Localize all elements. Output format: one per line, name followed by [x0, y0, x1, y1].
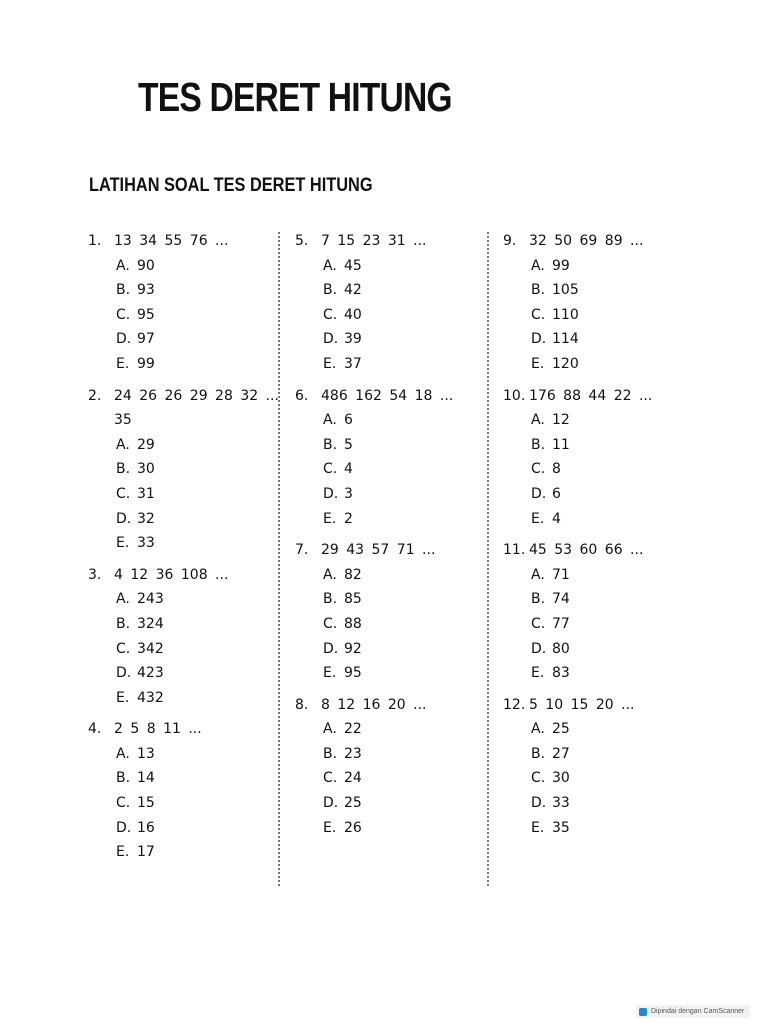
option-value: 35 — [552, 819, 570, 836]
option-letter: B. — [323, 436, 338, 453]
answer-option — [88, 507, 268, 532]
answer-option — [295, 303, 475, 328]
answer-option — [88, 742, 268, 767]
option-value: 2 — [344, 510, 353, 527]
answer-option — [503, 352, 683, 377]
option-value: 105 — [552, 282, 579, 299]
answer-option — [503, 742, 683, 767]
option-letter: B. — [323, 282, 338, 299]
answer-option — [295, 766, 475, 791]
answer-option — [88, 457, 268, 482]
question-line — [88, 384, 279, 409]
option-value: 25 — [344, 795, 362, 812]
option-value: 83 — [552, 665, 570, 682]
question-item — [295, 229, 475, 377]
option-letter: B. — [116, 615, 131, 632]
question-sequence: 4 12 36 108 ... — [114, 566, 229, 583]
answer-option — [88, 303, 268, 328]
question-line — [88, 717, 268, 742]
answer-option — [295, 742, 475, 767]
answer-option — [295, 717, 475, 742]
option-value: 82 — [344, 566, 362, 583]
option-letter: E. — [323, 510, 337, 527]
answer-option — [503, 254, 683, 279]
answer-option — [295, 637, 475, 662]
option-value: 80 — [552, 640, 570, 657]
question-sequence: 45 53 60 66 ... — [529, 542, 644, 559]
question-line — [88, 229, 268, 254]
option-value: 40 — [344, 306, 362, 323]
option-letter: C. — [323, 615, 338, 632]
option-value: 6 — [344, 412, 353, 429]
option-letter: C. — [531, 770, 546, 787]
answer-option — [503, 563, 683, 588]
question-sequence-continued: 35 — [114, 412, 132, 429]
question-number: 12. — [503, 696, 526, 713]
option-letter: D. — [323, 485, 339, 502]
option-value: 423 — [137, 665, 164, 682]
option-letter: E. — [531, 355, 545, 372]
option-letter: C. — [116, 795, 131, 812]
answer-option — [503, 327, 683, 352]
answer-option — [503, 661, 683, 686]
question-number: 5. — [295, 233, 309, 249]
option-letter: B. — [531, 282, 546, 299]
option-letter: B. — [323, 591, 338, 608]
option-value: 110 — [552, 306, 579, 323]
option-value: 90 — [137, 257, 155, 274]
option-value: 16 — [137, 819, 155, 836]
scanner-watermark — [636, 1005, 750, 1018]
question-sequence: 24 26 26 29 28 32 ... — [114, 387, 279, 404]
option-letter: E. — [531, 665, 545, 682]
question-sequence: 176 88 44 22 ... — [529, 387, 653, 404]
question-number: 10. — [503, 387, 526, 404]
answer-option — [88, 531, 268, 556]
option-value: 23 — [344, 745, 362, 762]
answer-option — [503, 457, 683, 482]
option-value: 14 — [137, 770, 155, 787]
option-value: 33 — [137, 535, 155, 552]
question-sequence: 7 15 23 31 ... — [321, 233, 427, 249]
answer-option — [503, 507, 683, 532]
option-letter: B. — [116, 282, 131, 299]
option-letter: E. — [323, 355, 337, 372]
answer-option — [295, 791, 475, 816]
option-value: 39 — [344, 331, 362, 348]
question-item — [88, 384, 279, 556]
question-line — [503, 384, 683, 409]
option-letter: A. — [531, 566, 545, 583]
question-sequence: 486 162 54 18 ... — [321, 387, 454, 404]
question-sequence: 2 5 8 11 ... — [114, 721, 202, 738]
question-column-3 — [503, 229, 683, 847]
option-value: 12 — [552, 412, 570, 429]
option-letter: D. — [116, 819, 132, 836]
option-value: 95 — [344, 665, 362, 682]
option-letter: B. — [531, 591, 546, 608]
question-line — [503, 693, 683, 718]
answer-option — [295, 816, 475, 841]
option-value: 93 — [137, 282, 155, 299]
option-value: 77 — [552, 615, 570, 632]
option-value: 99 — [137, 355, 155, 372]
option-letter: C. — [323, 306, 338, 323]
option-letter: D. — [116, 510, 132, 527]
option-letter: A. — [116, 591, 130, 608]
option-value: 120 — [552, 355, 579, 372]
question-item — [88, 563, 268, 711]
option-letter: A. — [531, 257, 545, 274]
option-letter: D. — [323, 795, 339, 812]
answer-option — [295, 352, 475, 377]
option-letter: A. — [116, 257, 130, 274]
answer-option — [295, 408, 475, 433]
option-letter: A. — [323, 721, 337, 738]
option-value: 30 — [137, 461, 155, 478]
answer-option — [503, 587, 683, 612]
option-value: 27 — [552, 745, 570, 762]
answer-option — [88, 612, 268, 637]
option-value: 42 — [344, 282, 362, 299]
option-value: 8 — [552, 461, 561, 478]
option-value: 45 — [344, 257, 362, 274]
question-sequence: 5 10 15 20 ... — [529, 696, 635, 713]
option-letter: C. — [323, 461, 338, 478]
option-letter: B. — [116, 461, 131, 478]
answer-option — [88, 661, 268, 686]
option-letter: E. — [116, 535, 130, 552]
option-letter: C. — [323, 770, 338, 787]
option-value: 95 — [137, 306, 155, 323]
option-value: 15 — [137, 795, 155, 812]
option-letter: A. — [531, 412, 545, 429]
question-line — [88, 563, 268, 588]
watermark-text: Dipindai dengan CamScanner — [651, 1008, 745, 1015]
answer-option — [503, 303, 683, 328]
option-letter: E. — [323, 665, 337, 682]
answer-option — [88, 254, 268, 279]
question-number: 6. — [295, 387, 309, 404]
answer-option — [88, 840, 268, 865]
answer-option — [88, 637, 268, 662]
answer-option — [295, 507, 475, 532]
question-item — [503, 229, 683, 377]
option-letter: C. — [531, 461, 546, 478]
option-letter: C. — [116, 485, 131, 502]
question-item — [88, 717, 268, 865]
answer-option — [88, 278, 268, 303]
answer-option — [295, 433, 475, 458]
column-divider — [487, 232, 489, 886]
option-value: 99 — [552, 257, 570, 274]
option-value: 3 — [344, 485, 353, 502]
option-value: 243 — [137, 591, 164, 608]
option-letter: E. — [116, 689, 130, 706]
answer-option — [503, 791, 683, 816]
answer-option — [295, 457, 475, 482]
answer-option — [295, 587, 475, 612]
answer-option — [295, 327, 475, 352]
option-value: 13 — [137, 745, 155, 762]
answer-option — [88, 352, 268, 377]
answer-option — [88, 791, 268, 816]
answer-option — [88, 587, 268, 612]
question-line — [503, 538, 683, 563]
option-letter: E. — [531, 510, 545, 527]
column-divider — [278, 232, 280, 886]
page-subtitle: LATIHAN SOAL TES DERET HITUNG — [89, 175, 373, 196]
option-letter: D. — [531, 485, 547, 502]
answer-option — [503, 482, 683, 507]
question-item — [503, 693, 683, 841]
camscanner-icon — [639, 1008, 647, 1016]
option-letter: A. — [531, 721, 545, 738]
option-letter: D. — [116, 665, 132, 682]
page-title: TES DERET HITUNG — [138, 74, 452, 120]
question-sequence: 8 12 16 20 ... — [321, 696, 427, 713]
answer-option — [88, 686, 268, 711]
option-letter: D. — [323, 640, 339, 657]
option-value: 114 — [552, 331, 579, 348]
option-value: 11 — [552, 436, 570, 453]
question-item — [295, 384, 475, 532]
answer-option — [503, 816, 683, 841]
option-value: 5 — [344, 436, 353, 453]
answer-option — [88, 433, 268, 458]
option-value: 31 — [137, 485, 155, 502]
option-letter: B. — [116, 770, 131, 787]
question-line — [295, 229, 475, 254]
answer-option — [503, 433, 683, 458]
option-value: 88 — [344, 615, 362, 632]
answer-option — [295, 482, 475, 507]
option-letter: B. — [531, 745, 546, 762]
question-column-2 — [295, 229, 475, 847]
question-number: 3. — [88, 566, 102, 583]
question-sequence: 13 34 55 76 ... — [114, 233, 229, 249]
answer-option — [88, 766, 268, 791]
question-number: 1. — [88, 233, 102, 249]
option-letter: D. — [116, 331, 132, 348]
question-item — [295, 693, 475, 841]
question-line — [295, 693, 475, 718]
option-value: 4 — [552, 510, 561, 527]
question-line — [295, 538, 475, 563]
option-value: 24 — [344, 770, 362, 787]
answer-option — [88, 327, 268, 352]
option-value: 71 — [552, 566, 570, 583]
option-value: 432 — [137, 689, 164, 706]
option-value: 37 — [344, 355, 362, 372]
option-value: 92 — [344, 640, 362, 657]
answer-option — [88, 816, 268, 841]
question-number: 2. — [88, 387, 102, 404]
answer-option — [503, 612, 683, 637]
question-item — [503, 538, 683, 686]
option-letter: C. — [531, 306, 546, 323]
answer-option — [503, 278, 683, 303]
question-number: 8. — [295, 696, 309, 713]
answer-option — [503, 766, 683, 791]
option-letter: A. — [323, 412, 337, 429]
answer-option — [295, 254, 475, 279]
option-letter: A. — [116, 745, 130, 762]
option-value: 97 — [137, 331, 155, 348]
option-letter: D. — [531, 795, 547, 812]
option-value: 22 — [344, 721, 362, 738]
option-letter: A. — [323, 257, 337, 274]
option-letter: E. — [323, 819, 337, 836]
question-sequence: 29 43 57 71 ... — [321, 542, 436, 559]
question-column-1 — [88, 229, 279, 872]
option-value: 25 — [552, 721, 570, 738]
option-letter: C. — [531, 615, 546, 632]
option-value: 30 — [552, 770, 570, 787]
answer-option — [295, 661, 475, 686]
option-letter: C. — [116, 306, 131, 323]
option-value: 4 — [344, 461, 353, 478]
question-number: 7. — [295, 542, 309, 559]
option-letter: A. — [116, 436, 130, 453]
question-number: 11. — [503, 542, 526, 559]
question-line — [295, 384, 475, 409]
question-line — [503, 229, 683, 254]
question-number: 4. — [88, 721, 102, 738]
option-letter: C. — [116, 640, 131, 657]
option-value: 74 — [552, 591, 570, 608]
answer-option — [88, 482, 268, 507]
option-value: 29 — [137, 436, 155, 453]
question-sequence: 32 50 69 89 ... — [529, 233, 644, 249]
answer-option — [295, 563, 475, 588]
option-letter: E. — [531, 819, 545, 836]
answer-option — [295, 612, 475, 637]
question-item — [88, 229, 268, 377]
answer-option — [503, 408, 683, 433]
answer-option — [503, 637, 683, 662]
answer-option — [295, 278, 475, 303]
option-value: 33 — [552, 795, 570, 812]
question-number: 9. — [503, 233, 517, 249]
option-value: 17 — [137, 844, 155, 861]
option-value: 342 — [137, 640, 164, 657]
option-letter: D. — [531, 331, 547, 348]
option-letter: B. — [323, 745, 338, 762]
question-item — [503, 384, 683, 532]
option-value: 32 — [137, 510, 155, 527]
option-letter: D. — [323, 331, 339, 348]
answer-option — [503, 717, 683, 742]
option-letter: B. — [531, 436, 546, 453]
option-letter: E. — [116, 355, 130, 372]
option-letter: A. — [323, 566, 337, 583]
question-item — [295, 538, 475, 686]
option-value: 26 — [344, 819, 362, 836]
option-letter: D. — [531, 640, 547, 657]
option-value: 6 — [552, 485, 561, 502]
option-value: 324 — [137, 615, 164, 632]
option-letter: E. — [116, 844, 130, 861]
option-value: 85 — [344, 591, 362, 608]
